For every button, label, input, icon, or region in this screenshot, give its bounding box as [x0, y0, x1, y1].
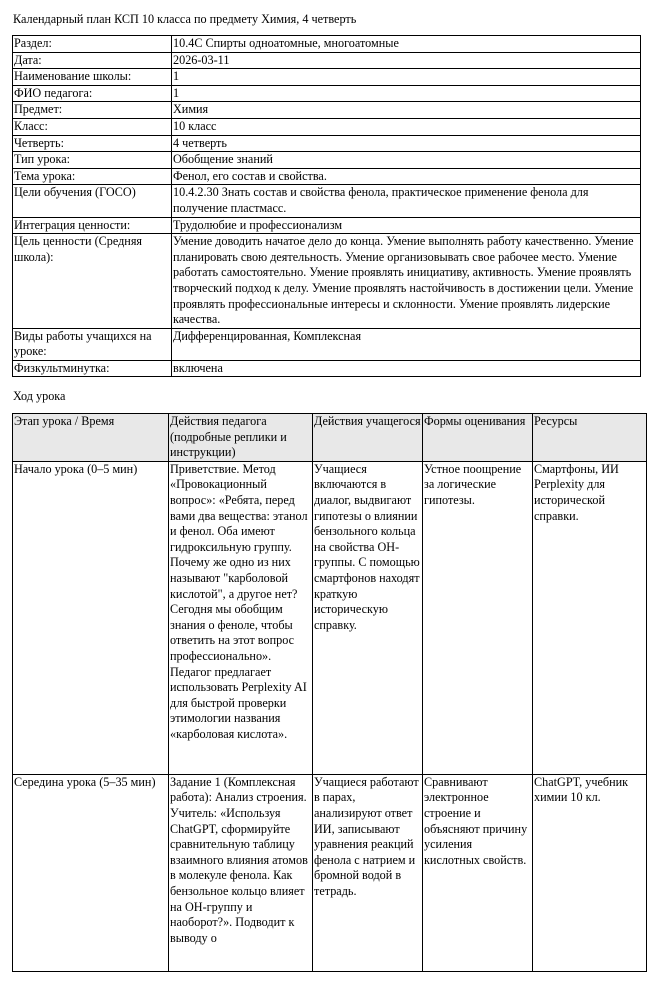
- info-key: Четверть:: [13, 135, 172, 152]
- info-key: Цели обучения (ГОСО): [13, 185, 172, 217]
- info-key: Класс:: [13, 118, 172, 135]
- info-row: [13, 152, 641, 169]
- info-row: [13, 118, 641, 135]
- info-row: [13, 185, 641, 217]
- info-value: Химия: [172, 102, 641, 119]
- info-value: 1: [172, 85, 641, 102]
- header-stage: Этап урока / Время: [13, 414, 169, 462]
- document-title: Календарный план КСП 10 класса по предмету Химия, 4 четверть: [13, 12, 357, 26]
- header-assessment: Формы оценивания: [423, 414, 533, 462]
- info-row: [13, 36, 641, 53]
- stage-cell: Начало урока (0–5 мин): [13, 461, 169, 774]
- lesson-flow-table: [12, 413, 647, 972]
- info-value: включена: [172, 360, 641, 377]
- info-key: Дата:: [13, 52, 172, 69]
- info-value: 10 класс: [172, 118, 641, 135]
- info-key: Тема урока:: [13, 168, 172, 185]
- lesson-table-header-row: [13, 414, 647, 462]
- info-row: [13, 85, 641, 102]
- info-key: Цель ценности (Средняя школа):: [13, 234, 172, 329]
- info-key: Предмет:: [13, 102, 172, 119]
- lesson-progress-heading: Ход урока: [13, 389, 66, 403]
- table-row: [13, 461, 647, 774]
- info-row: [13, 69, 641, 86]
- stage-cell: Середина урока (5–35 мин): [13, 774, 169, 971]
- info-key: Виды работы учащихся на уроке:: [13, 328, 172, 360]
- info-value: Обобщение знаний: [172, 152, 641, 169]
- header-resources: Ресурсы: [533, 414, 647, 462]
- teacher-actions-cell: Задание 1 (Комплексная работа): Анализ строения. Учитель: «Используя ChatGPT, сформируйте сравнительную таблицу взаимного влияния атомов в молекуле фенола. Как бензольное кольцо влияет на ОН-группу и наоборот?». Подводит к выводу о: [169, 774, 313, 971]
- info-key: Интеграция ценности:: [13, 217, 172, 234]
- header-teacher-actions: Действия педагога (подробные реплики и инструкции): [169, 414, 313, 462]
- info-value: Фенол, его состав и свойства.: [172, 168, 641, 185]
- info-key: ФИО педагога:: [13, 85, 172, 102]
- info-row: [13, 217, 641, 234]
- info-row: [13, 102, 641, 119]
- info-value: Трудолюбие и профессионализм: [172, 217, 641, 234]
- table-row: [13, 774, 647, 971]
- info-row: [13, 234, 641, 329]
- info-row: [13, 360, 641, 377]
- info-row: [13, 168, 641, 185]
- resources-cell: ChatGPT, учебник химии 10 кл.: [533, 774, 647, 971]
- student-actions-cell: Учащиеся работают в парах, анализируют ответ ИИ, записывают уравнения реакций фенола с натрием и бромной водой в тетрадь.: [313, 774, 423, 971]
- assessment-cell: Устное поощрение за логические гипотезы.: [423, 461, 533, 774]
- resources-cell: Смартфоны, ИИ Perplexity для исторической справки.: [533, 461, 647, 774]
- info-key: Раздел:: [13, 36, 172, 53]
- info-value: Дифференцированная, Комплексная: [172, 328, 641, 360]
- lesson-info-table: [12, 35, 641, 377]
- info-value: 4 четверть: [172, 135, 641, 152]
- info-value: 10.4.2.30 Знать состав и свойства фенола, практическое применение фенола для получение пластмасс.: [172, 185, 641, 217]
- info-key: Наименование школы:: [13, 69, 172, 86]
- header-student-actions: Действия учащегося: [313, 414, 423, 462]
- info-row: [13, 52, 641, 69]
- teacher-actions-cell: Приветствие. Метод «Провокационный вопрос»: «Ребята, перед вами два вещества: этанол и фенол. Оба имеют гидроксильную группу. Почему же одно из них называют "карболовой кислотой", а другое нет? Сегодня мы обобщим знания о феноле, чтобы ответить на этот вопрос профессионально». Педагог предлагает использовать Perplexity AI для быстрой проверки этимологии названия «карболовая кислота».: [169, 461, 313, 774]
- info-value: Умение доводить начатое дело до конца. Умение выполнять работу качественно. Умение планировать свою деятельность. Умение организовывать свое рабочее место. Умение работать самостоятельно. Умение проявлять инициативу, активность. Умение проявлять творческий подход к делу. Умение проявлять настойчивость в достижении цели. Умение проявлять профессиональные интересы и склонности. Умение проявлять лидерские качества.: [172, 234, 641, 329]
- info-key: Физкультминутка:: [13, 360, 172, 377]
- info-value: 10.4С Спирты одноатомные, многоатомные: [172, 36, 641, 53]
- info-value: 2026-03-11: [172, 52, 641, 69]
- student-actions-cell: Учащиеся включаются в диалог, выдвигают гипотезы о влиянии бензольного кольца на свойства ОН-группы. С помощью смартфонов находят краткую историческую справку.: [313, 461, 423, 774]
- info-row: [13, 328, 641, 360]
- info-value: 1: [172, 69, 641, 86]
- info-key: Тип урока:: [13, 152, 172, 169]
- assessment-cell: Сравнивают электронное строение и объясняют причину усиления кислотных свойств.: [423, 774, 533, 971]
- info-row: [13, 135, 641, 152]
